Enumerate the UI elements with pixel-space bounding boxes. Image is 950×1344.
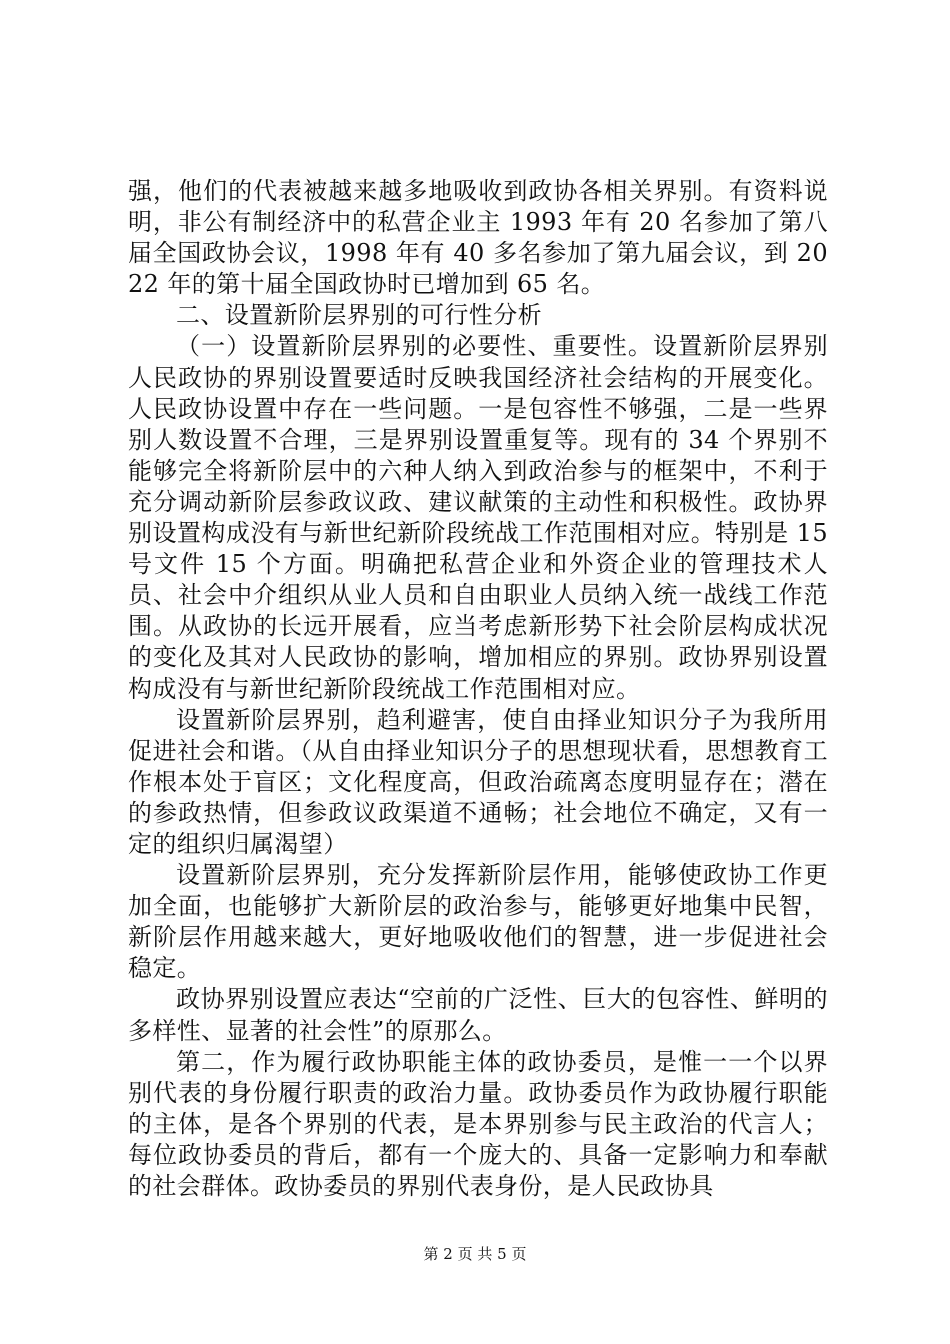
paragraph-necessity: （一）设置新阶层界别的必要性、重要性。设置新阶层界别人民政协的界别设置要适时反映我国经济社会结构的开展变化。人民政协设置中存在一些问题。一是包容性不够强，二是一些界别人数设置不合理，三是界别设置重复等。现有的 34 个界别不能够完全将新阶层中的六种人纳入到政治参与的框架中，不利于充分调动新阶层参政议政、建议献策的主动性和积极性。政协界别设置构成没有与新世纪新阶段统战工作范围相对应。特别是 15 号文件 15 个方面。明确把私营企业和外资企业的管理技术人员、社会中介组织从业人员和自由职业人员纳入统一战线工作范围。从政协的长远开展看，应当考虑新形势下社会阶层构成状况的变化及其对人民政协的影响，增加相应的界别。政协界别设置构成没有与新世纪新阶段统战工作范围相对应。 [128, 332, 828, 703]
paragraph-intellectuals: 设置新阶层界别，趋利避害，使自由择业知识分子为我所用促进社会和谐。（从自由择业知识分子的思想现状看，思想教育工作根本处于盲区；文化程度高，但政治疏离态度明显存在；潜在的参政热情，但参政议政渠道不通畅；社会地位不确定，又有一定的组织归属渴望） [128, 705, 828, 858]
document-body [128, 176, 828, 1202]
section-heading: 二、设置新阶层界别的可行性分析 [176, 301, 542, 330]
paragraph-continuation: 强，他们的代表被越来越多地吸收到政协各相关界别。有资料说明，非公有制经济中的私营企业主 1993 年有 20 名参加了第八届全国政协会议，1998 年有 40 多名参加了第九届会议，到 2022 年的第十届全国政协时已增加到 65 名。 [128, 177, 828, 299]
paragraph-second-point: 第二，作为履行政协职能主体的政协委员，是惟一一个以界别代表的身份履行职责的政治力量。政协委员作为政协履行职能的主体，是各个界别的代表，是本界别参与民主政治的代言人；每位政协委员的背后，都有一个庞大的、具备一定影响力和奉献的社会群体。政协委员的界别代表身份，是人民政协具 [128, 1047, 828, 1200]
paragraph-role: 设置新阶层界别，充分发挥新阶层作用，能够使政协工作更加全面，也能够扩大新阶层的政治参与，能够更好地集中民智，新阶层作用越来越大，更好地吸收他们的智慧，进一步促进社会稳定。 [128, 861, 828, 983]
page-footer: 第 2 页 共 5 页 [423, 1245, 527, 1263]
paragraph-principle: 政协界别设置应表达“空前的广泛性、巨大的包容性、鲜明的多样性、显著的社会性”的原那么。 [128, 985, 828, 1045]
